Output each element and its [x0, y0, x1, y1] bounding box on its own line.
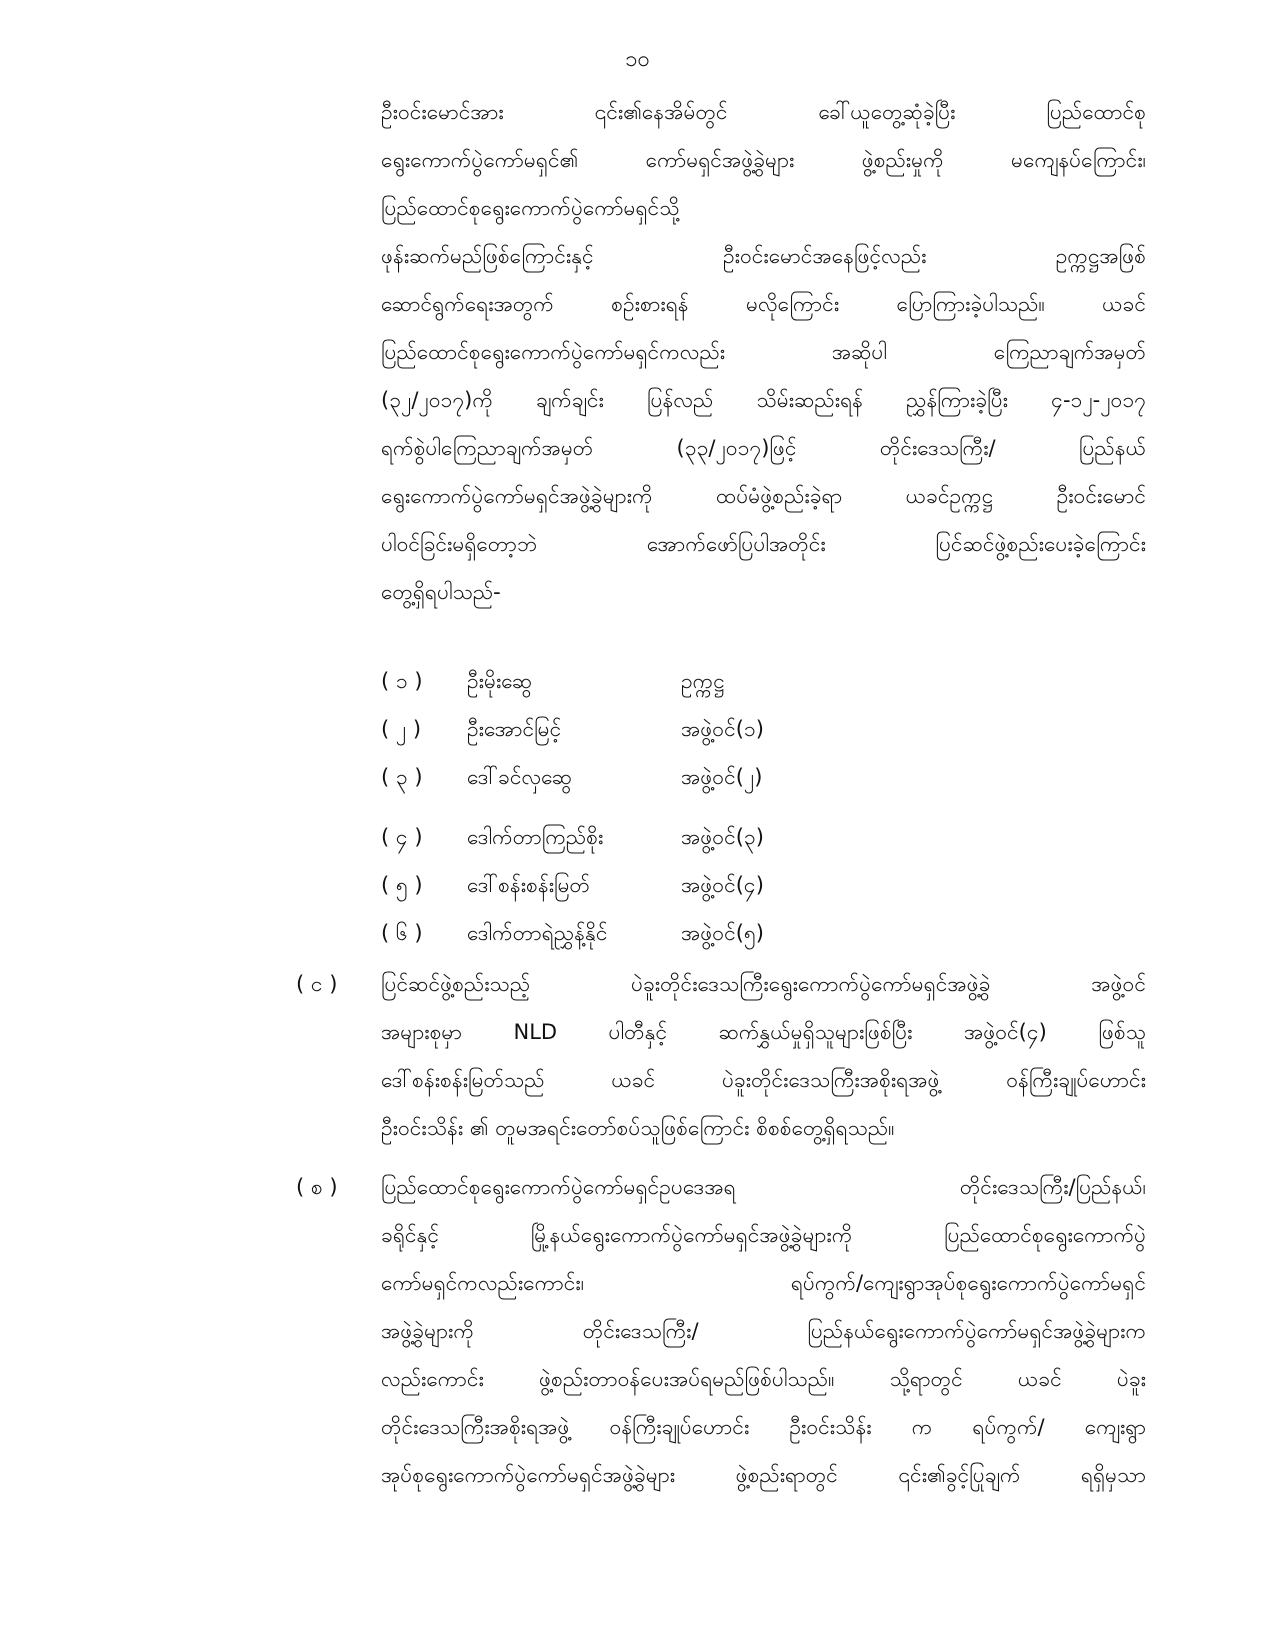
list-item [381, 716, 881, 764]
member-name: ဒေါ်ခင်လှဆွေ [467, 765, 573, 789]
text-line: ဦးဝင်းမောင်အား ၎င်း၏နေအိမ်တွင် ခေါ်ယူတွေ့ဆုံခဲ့ပြီး ပြည်ထောင်စု [381, 100, 1146, 124]
text-line: ရွေးကောက်ပွဲကော်မရှင်အဖွဲ့ခွဲများကို ထပ်မံဖွဲ့စည်းခဲ့ရာ ယခင်ဥက္ကဋ္ဌ ဦးဝင်းမောင် [381, 484, 1146, 508]
text-line: ဖုန်းဆက်မည်ဖြစ်ကြောင်းနှင့် ဦးဝင်းမောင်အနေဖြင့်လည်း ဥက္ကဋ္ဌအဖြစ် [381, 244, 1146, 268]
list-item [381, 764, 881, 812]
member-name: ဦးမိုးဆွေ [467, 669, 533, 693]
text-line: ပြင်ဆင်ဖွဲ့စည်းသည့် ပဲခူးတိုင်းဒေသကြီးရွေးကောက်ပွဲကော်မရှင်အဖွဲ့ခွဲ အဖွဲ့ဝင် [381, 972, 1146, 996]
list-item [381, 872, 881, 920]
member-number: ( ၄ ) [381, 825, 423, 849]
member-name: ဦးအောင်မြင့် [467, 717, 562, 741]
member-name: ဒေါက်တာကြည်စိုး [467, 825, 604, 849]
item-d-paragraph [381, 1163, 1146, 1499]
text-line: လည်းကောင်း ဖွဲ့စည်းတာဝန်ပေးအပ်ရမည်ဖြစ်ပါသည်။ သို့ရာတွင် ယခင် ပဲခူး [381, 1367, 1146, 1391]
member-number: ( ၃ ) [381, 765, 423, 789]
member-name: ဒေါက်တာရဲညွှန့်နိုင် [467, 921, 608, 945]
text-line: ခရိုင်နှင့် မြို့နယ်ရွေးကောက်ပွဲကော်မရှင်အဖွဲ့ခွဲများကို ပြည်ထောင်စုရွေးကောက်ပွဲ [381, 1223, 1146, 1247]
text-line: တွေ့ရှိရပါသည်- [381, 580, 501, 604]
text-line: အဖွဲ့ခွဲများကို တိုင်းဒေသကြီး/ ပြည်နယ်ရွေးကောက်ပွဲကော်မရှင်အဖွဲ့ခွဲများက [381, 1319, 1146, 1343]
text-line: ဦးဝင်းသိန်း ၏ တူမအရင်းတော်စပ်သူဖြစ်ကြောင်း စိစစ်တွေ့ရှိရသည်။ [381, 1116, 895, 1140]
member-role: အဖွဲ့ဝင်(၂) [681, 765, 763, 789]
paragraph-1 [381, 88, 1146, 616]
list-item [381, 824, 881, 872]
text-line: ပါဝင်ခြင်းမရှိတော့ဘဲ အောက်ဖော်ပြပါအတိုင်း ပြင်ဆင်ဖွဲ့စည်းပေးခဲ့ကြောင်း [381, 532, 1146, 556]
text-line: ပြည်ထောင်စုရွေးကောက်ပွဲကော်မရှင်ဥပဒေအရ တိုင်းဒေသကြီး/ပြည်နယ်၊ [381, 1175, 1146, 1199]
text-line: ပြည်ထောင်စုရွေးကောက်ပွဲကော်မရှင်ကလည်း အဆိုပါ ကြေညာချက်အမှတ် [381, 340, 1146, 364]
list-item [381, 668, 881, 716]
member-role: ဥက္ကဋ္ဌ [681, 669, 725, 693]
item-c-paragraph [381, 960, 1146, 1152]
member-role: အဖွဲ့ဝင်(၄) [681, 873, 764, 897]
text-line: ပြည်ထောင်စုရွေးကောက်ပွဲကော်မရှင်သို့ [381, 196, 680, 220]
member-name: ဒေါ်စန်းစန်းမြတ် [467, 873, 591, 897]
member-role: အဖွဲ့ဝင်(၁) [681, 717, 764, 741]
member-number: ( ၁ ) [381, 669, 423, 693]
text-line: တိုင်းဒေသကြီးအစိုးရအဖွဲ့ ဝန်ကြီးချုပ်ဟောင်း ဦးဝင်းသိန်း က ရပ်ကွက်/ ကျေးရွာ [381, 1415, 1146, 1439]
text-line: ဆောင်ရွက်ရေးအတွက် စဉ်းစားရန် မလိုကြောင်း ပြောကြားခဲ့ပါသည်။ ယခင် [381, 292, 1146, 316]
item-c-label: ( င ) [296, 972, 338, 996]
member-list [381, 668, 881, 968]
member-role: အဖွဲ့ဝင်(၅) [681, 921, 764, 945]
item-d-label: ( စ ) [296, 1175, 338, 1199]
member-number: ( ၆ ) [381, 921, 423, 945]
member-number: ( ၅ ) [381, 873, 423, 897]
text-line: ရက်စွဲပါကြေညာချက်အမှတ် (၃၃/၂၀၁၇)ဖြင့် တိုင်းဒေသကြီး/ ပြည်နယ် [381, 436, 1146, 460]
text-line: အုပ်စုရွေးကောက်ပွဲကော်မရှင်အဖွဲ့ခွဲများ ဖွဲ့စည်းရာတွင် ၎င်း၏ခွင့်ပြုချက် ရရှိမှသာ [381, 1463, 1146, 1487]
page-number: ၁၀ [625, 47, 650, 72]
text-line: ဒေါ်စန်းစန်းမြတ်သည် ယခင် ပဲခူးတိုင်းဒေသကြီးအစိုးရအဖွဲ့ ဝန်ကြီးချုပ်ဟောင်း [381, 1068, 1146, 1092]
member-number: ( ၂ ) [381, 717, 422, 741]
text-line: ကော်မရှင်ကလည်းကောင်း၊ ရပ်ကွက်/ကျေးရွာအုပ်စုရွေးကောက်ပွဲကော်မရှင် [381, 1271, 1146, 1295]
text-line: ရွေးကောက်ပွဲကော်မရှင်၏ ကော်မရှင်အဖွဲ့ခွဲများ ဖွဲ့စည်းမှုကို မကျေနပ်ကြောင်း၊ [381, 148, 1146, 172]
member-role: အဖွဲ့ဝင်(၃) [681, 825, 764, 849]
text-line: အများစုမှာ NLD ပါတီနှင့် ဆက်နွှယ်မှုရှိသူများဖြစ်ပြီး အဖွဲ့ဝင်(၄) ဖြစ်သူ [381, 1020, 1146, 1044]
text-line: (၃၂/၂၀၁၇)ကို ချက်ချင်း ပြန်လည် သိမ်းဆည်းရန် ညွှန်ကြားခဲ့ပြီး ၄-၁၂-၂၀၁၇ [381, 388, 1146, 412]
